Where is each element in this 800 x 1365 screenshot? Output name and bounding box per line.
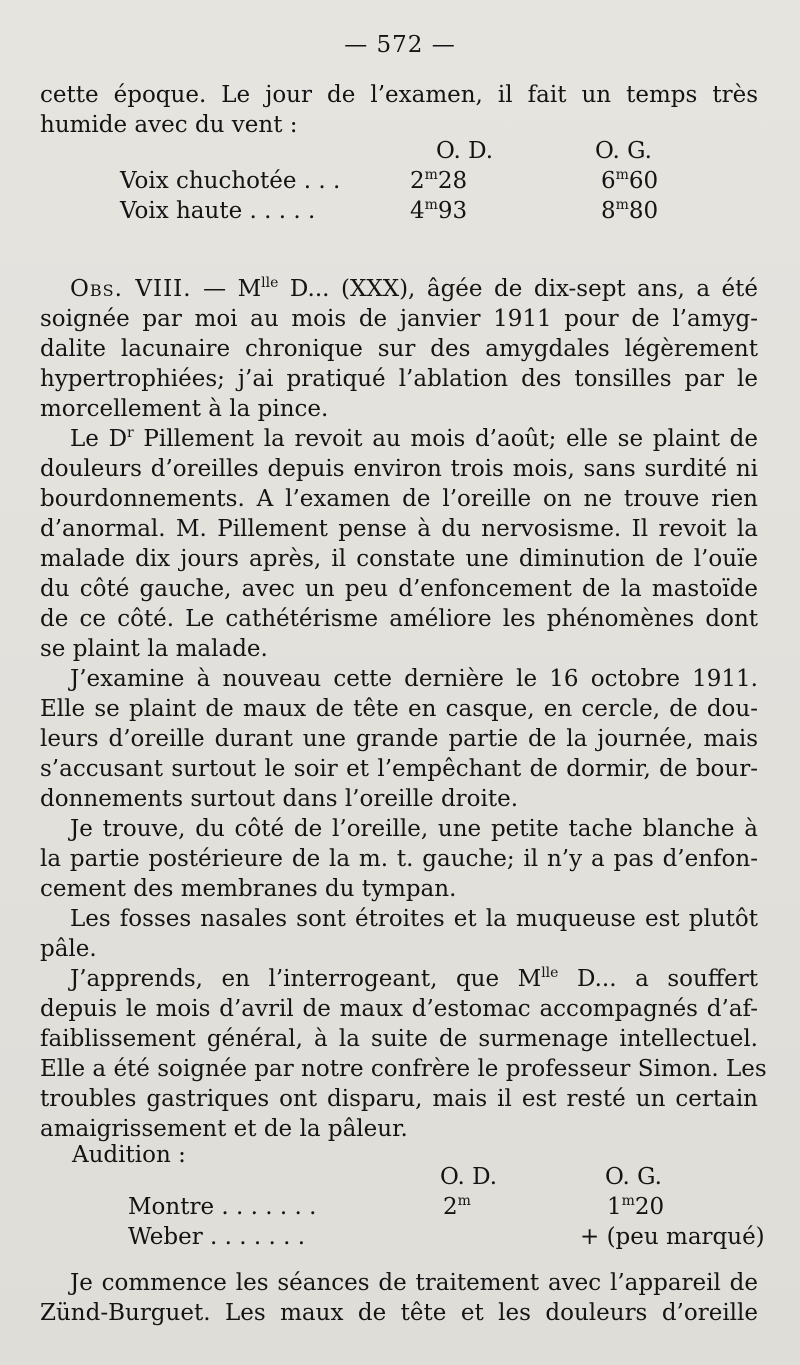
text-line: la partie postérieure de la m. t. gauche; il n’y a pas d’enfon- bbox=[40, 846, 758, 872]
paragraph-3 bbox=[40, 664, 758, 814]
paragraph-2 bbox=[40, 424, 758, 664]
text-line: hypertrophiées; j’ai pratiqué l’ablation des tonsilles par le bbox=[40, 366, 758, 392]
text-line: depuis le mois d’avril de maux d’estomac accompagnés d’af- bbox=[40, 996, 758, 1022]
text-line: donnements surtout dans l’oreille droite. bbox=[40, 786, 519, 812]
paragraph-4 bbox=[40, 814, 758, 904]
text-line: Les fosses nasales sont étroites et la muqueuse est plutôt bbox=[70, 906, 758, 932]
text-line: dalite lacunaire chronique sur des amygdales légèrement bbox=[40, 336, 758, 362]
row-label: Voix chuchotée . . . bbox=[120, 168, 341, 194]
text-line: J’apprends, en l’interrogeant, que $M^{lle}$ D... a souffert bbox=[70, 965, 758, 992]
value-od: 2$^m$ bbox=[443, 1193, 471, 1220]
value-og: 8$^m$80 bbox=[601, 197, 659, 224]
row-label: Weber . . . . . . . bbox=[128, 1224, 306, 1250]
text-line: du côté gauche, avec un peu d’enfoncement de la mastoïde bbox=[40, 576, 758, 602]
text-line: pâle. bbox=[40, 936, 97, 962]
value-og: 1$^m$20 bbox=[607, 1193, 665, 1220]
page-number: — 572 — bbox=[344, 32, 456, 58]
text-line: J’examine à nouveau cette dernière le 16 octobre 1911. bbox=[70, 666, 758, 692]
text-line: humide avec du vent : bbox=[40, 112, 298, 138]
observation-paragraph bbox=[40, 274, 758, 424]
row-label: Voix haute . . . . . bbox=[120, 198, 316, 224]
text-line: douleurs d’oreilles depuis environ trois mois, sans surdité ni bbox=[40, 456, 758, 482]
text-line: malade dix jours après, il constate une diminution de l’ouïe bbox=[40, 546, 758, 572]
value-od: 2$^m$28 bbox=[410, 167, 468, 194]
text-line: Obs. VIII. — $M^{lle}$ D... (XXX), âgée de dix-sept ans, a été bbox=[70, 275, 759, 302]
text-line: Je trouve, du côté de l’oreille, une petite tache blanche à bbox=[70, 816, 758, 842]
text-line: morcellement à la pince. bbox=[40, 396, 329, 422]
text-line: d’anormal. M. Pillement pense à du nervosisme. Il revoit la bbox=[40, 516, 758, 542]
value-og: 6$^m$60 bbox=[601, 167, 659, 194]
paragraph-6 bbox=[40, 964, 767, 1144]
text-line: bourdonnements. A l’examen de l’oreille on ne trouve rien bbox=[40, 486, 758, 512]
text-line: cement des membranes du tympan. bbox=[40, 876, 457, 902]
text-line: leurs d’oreille durant une grande partie de la journée, mais bbox=[40, 726, 758, 752]
column-header-og: O. G. bbox=[595, 138, 652, 164]
text-line: troubles gastriques ont disparu, mais il est resté un certain bbox=[40, 1086, 758, 1112]
text-line: de ce côté. Le cathétérisme améliore les phénomènes dont bbox=[40, 606, 758, 632]
text-line: Elle se plaint de maux de tête en casque, en cercle, de dou- bbox=[40, 696, 758, 722]
text-line: Le $D^r$ Pillement la revoit au mois d’août; elle se plaint de bbox=[70, 425, 758, 452]
text-line: se plaint la malade. bbox=[40, 636, 268, 662]
text-line: s’accusant surtout le soir et l’empêchant de dormir, de bour- bbox=[40, 756, 758, 782]
text-line: Elle a été soignée par notre confrère le professeur Simon. Les bbox=[40, 1056, 767, 1082]
text-line: faiblissement général, à la suite de surmenage intellectuel. bbox=[40, 1026, 758, 1052]
column-header-od: O. D. bbox=[440, 1164, 498, 1190]
text-line: Je commence les séances de traitement avec l’appareil de bbox=[70, 1270, 758, 1296]
text-line: cette époque. Le jour de l’examen, il fait un temps très bbox=[40, 82, 758, 108]
row-label: Montre . . . . . . . bbox=[128, 1194, 317, 1220]
audition-title: Audition : bbox=[72, 1142, 186, 1168]
paragraph-5 bbox=[40, 904, 758, 964]
intro-paragraph bbox=[40, 80, 758, 140]
observation-heading: Obs. VIII. bbox=[70, 276, 192, 302]
value-od: 4$^m$93 bbox=[410, 197, 468, 224]
column-header-od: O. D. bbox=[436, 138, 494, 164]
value-og: + (peu marqué) bbox=[580, 1224, 765, 1250]
paragraph-7 bbox=[40, 1268, 758, 1328]
text-line: soignée par moi au mois de janvier 1911 pour de l’amyg- bbox=[40, 306, 758, 332]
text-line: amaigrissement et de la pâleur. bbox=[40, 1116, 408, 1142]
column-header-og: O. G. bbox=[605, 1164, 662, 1190]
text-line: Zünd-Burguet. Les maux de tête et les douleurs d’oreille bbox=[40, 1300, 758, 1326]
